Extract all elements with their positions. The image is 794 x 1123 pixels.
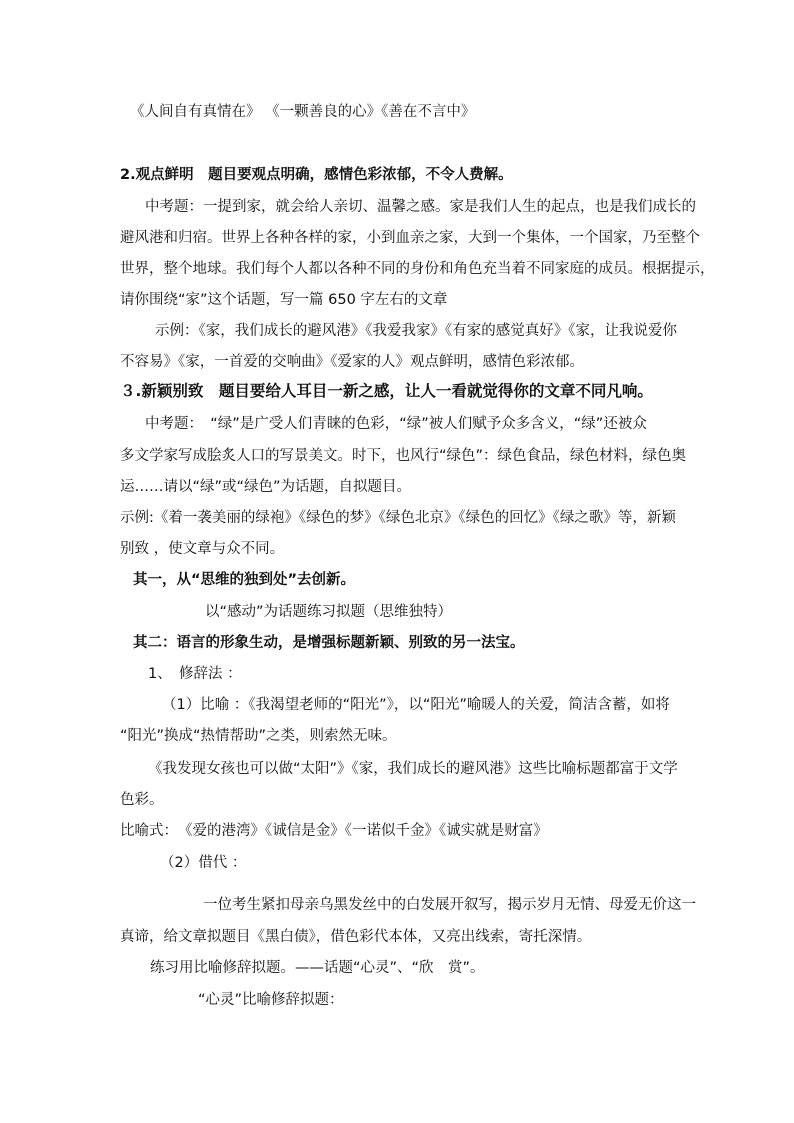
section-heading-3: ３.新颖别致 题目要给人耳目一新之感，让人一看就觉得你的文章不同凡响。 bbox=[120, 382, 653, 400]
paragraph-line: 示例：《家，我们成长的避风港》《我爱我家》《有家的感觉真好》《家，让我说爱你 bbox=[155, 323, 677, 339]
list-item: 1、 修辞法 ： bbox=[148, 666, 242, 682]
paragraph-line: 中考题： “绿”是广受人们青睐的色彩，“绿”被人们赋予众多含义，“绿”还被众 bbox=[145, 416, 647, 432]
paragraph-line: 不容易》《家，一首爱的交响曲》《爱家的人》观点鲜明，感情色彩浓郁。 bbox=[120, 354, 584, 370]
paragraph-line: 中考题：一提到家，就会给人亲切、温馨之感。家是我们人生的起点，也是我们成长的 bbox=[145, 199, 696, 215]
section-heading-2: 2.观点鲜明 题目要观点明确，感情色彩浓郁，不令人费解。 bbox=[120, 167, 513, 183]
title-examples-line: 《人间自有真情在》 《一颗善良的心》《善在不言中》 bbox=[130, 104, 476, 120]
paragraph-line: 以“感动”为话题练习拟题（思维独特） bbox=[205, 604, 453, 620]
paragraph-line: 别致 ，使文章与众不同。 bbox=[120, 541, 285, 557]
paragraph-line: 一位考生紧扣母亲乌黑发丝中的白发展开叙写，揭示岁月无情、母爱无价这一 bbox=[203, 897, 696, 913]
paragraph-line: 多文学家写成脍炙人口的写景美文。时下，也风行“绿色”：绿色食品，绿色材料，绿色奥 bbox=[120, 448, 687, 464]
paragraph-line: 比喻式： 《爱的港湾》《诚信是金》《一诺似千金》《诚实就是财富》 bbox=[120, 823, 548, 839]
paragraph-line: 练习用比喻修辞拟题。——话题“心灵”、“欣 赏”。 bbox=[150, 960, 485, 976]
subheading-one: 其一，从“思维的独到处”去创新。 bbox=[133, 572, 356, 588]
paragraph-line: 真谛，给文章拟题目《黑白债》，借色彩代本体，又亮出线索，寄托深情。 bbox=[120, 929, 592, 945]
paragraph-line: 运……请以“绿”或“绿色”为话题，自拟题目。 bbox=[120, 479, 412, 495]
subheading-two: 其二：语言的形象生动，是增强标题新颖、别致的另一法宝。 bbox=[133, 635, 525, 651]
paragraph-line: 示例:《着一袭美丽的绿袍》《绿色的梦》《绿色北京》《绿色的回忆》《绿之歌》等，新颖 bbox=[120, 510, 676, 526]
paragraph-line: 避风港和归宿。世界上各种各样的家，小到血亲之家，大到一个集体，一个国家，乃至整个 bbox=[120, 230, 700, 246]
paragraph-line: 色彩。 bbox=[120, 792, 164, 808]
paragraph-line: （1）比喻 ：《我渴望老师的“阳光”》，以“阳光”喻暖人的关爱，简洁含蓄，如将 bbox=[162, 697, 670, 713]
paragraph-line: “心灵”比喻修辞拟题： bbox=[198, 992, 344, 1008]
paragraph-line: 世界，整个地球。我们每个人都以各种不同的身份和角色充当着不同家庭的成员。根据提示， bbox=[120, 261, 715, 277]
paragraph-line: 请你围绕“家”这个话题，写一篇 650 字左右的文章 bbox=[120, 292, 448, 308]
paragraph-line: “阳光”换成“热情帮助”之类，则索然无味。 bbox=[120, 728, 397, 744]
list-item: （2）借代 ： bbox=[160, 855, 247, 871]
paragraph-line: 《我发现女孩也可以做“太阳”》《家，我们成长的避风港》这些比喻标题都富于文学 bbox=[148, 761, 678, 777]
